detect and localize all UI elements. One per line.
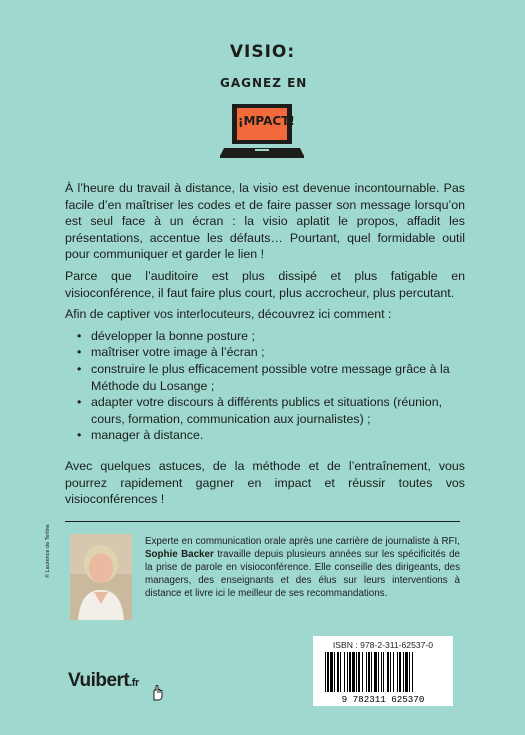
list-item: • manager à distance. [77,428,204,443]
barcode-bar [399,652,401,692]
author-bio: Experte en communication orale après une carrière de journaliste à RFI, Sophie Backer travaille depuis plusieurs années sur les spécificités de la prise de parole en visioconférence. Elle conseille des dirigeants, des managers, des enseignants et des élus sur leurs interventions à distance et livre ici le meilleur de ses recommandations. [145,536,460,599]
hand-cursor-icon [150,685,164,701]
barcode-bar [325,652,326,692]
logo-screen-text: ¡MPACT! [238,114,295,128]
bullet-icon: • [77,395,82,410]
barcode [313,636,453,706]
list-item: • développer la bonne posture ; [77,328,255,343]
bullet-icon: • [77,361,82,376]
barcode-bar [381,652,382,692]
barcode-bar [409,652,410,692]
barcode-bar [412,652,413,692]
barcode-bar [352,652,355,692]
barcode-bar [403,652,404,692]
barcode-bar [378,652,379,692]
divider [65,521,460,522]
barcode-bar [397,652,398,692]
barcode-bar [358,652,360,692]
logo-line-1: VISIO: [229,42,296,62]
list-item: • construire le plus efficacement possible votre message grâce à la Méthode du Losange ; [77,361,450,393]
barcode-bar [340,652,341,692]
barcode-bar [390,652,391,692]
intro-paragraph-2: Parce que l’auditoire est plus dissipé et plus fatigable en visioconférence, il faut faire plus court, plus accrocheur, plus percutant. [65,268,465,300]
visio-logo [220,40,308,165]
isbn-label: ISBN : 978-2-311-62537-0 [332,640,434,650]
blurb [65,180,465,513]
barcode-bar [327,652,329,692]
list-item: • adapter votre discours à différents publics et situations (réunion, cours, formation, communication aux journalistes) ; [77,395,443,426]
barcode-bar [356,652,357,692]
bullet-icon: • [77,345,82,360]
barcode-bar [337,652,339,692]
intro-paragraph-1: À l’heure du travail à distance, la visio est devenue incontournable. Pas facile d’en maîtriser les codes et de faire passer son message lorsqu’on est seul face à un écran : la visio aplatit le propos, affadit les présentations, accentue les défauts… Pourtant, quel formidable outil pour communiquer et garder le lien ! [65,181,465,262]
bullet-icon: • [77,328,82,343]
author-photo [70,534,132,620]
barcode-bar [334,652,335,692]
intro-paragraph-4: Avec quelques astuces, de la méthode et de l’entraînement, vous pourrez rapidement gagner en impact et réussir toutes vos visioconférences ! [65,458,465,507]
barcode-bar [362,652,363,692]
barcode-graphic [319,652,447,704]
barcode-bar [366,652,367,692]
barcode-digits: 9 782311 625370 [341,694,425,704]
logo-line-2: GAGNEZ EN [220,76,308,90]
list-item: • maîtriser votre image à l’écran ; [77,345,265,360]
barcode-bar [344,652,345,692]
barcode-bar [374,652,377,692]
laptop-icon [220,100,305,162]
author-name: Sophie Backer [145,549,214,560]
barcode-bar [393,652,394,692]
photo-credit: © Laurence de Terline [45,524,51,578]
intro-paragraph-3: Afin de captiver vos interlocuteurs, découvrez ici comment : [65,307,392,322]
publisher-suffix: .fr [129,677,139,689]
barcode-bar [368,652,370,692]
feature-list [65,328,465,444]
bullet-icon: • [77,428,82,443]
barcode-bar [371,652,372,692]
barcode-bar [349,652,351,692]
publisher-name: Vuibert [68,670,130,691]
publisher-logo[interactable] [68,670,139,692]
barcode-bar [347,652,348,692]
barcode-bar [383,652,384,692]
barcode-bar [405,652,408,692]
barcode-bar [330,652,333,692]
barcode-bar [387,652,389,692]
